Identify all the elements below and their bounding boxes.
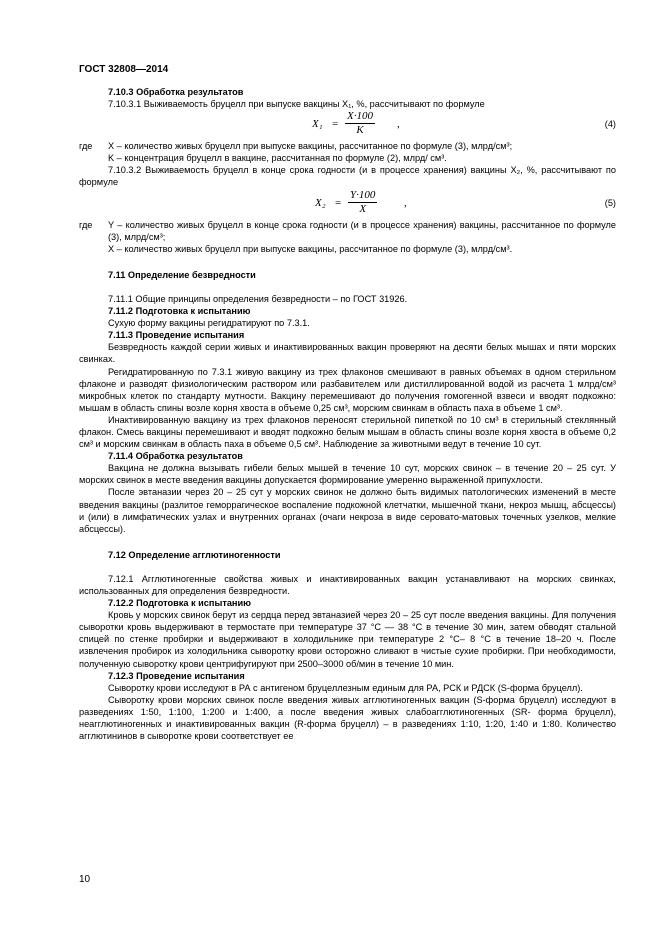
formula-5-denominator: X: [359, 202, 367, 215]
paragraph-7-11-3-b: Регидратированную по 7.3.1 живую вакцину из трех флаконов смешивают в равных объемах в одном стерильном флаконе и разводят физиологическим раствором или разбавителем или дистиллированной водой из расчета 1 млрд/см³ микробных клеток по стандарту мутности. Вакцину перемешивают до получения гомогенной взвеси и вводят подкожно: мышам в область спины возле корня хвоста в объеме 0,25 см³, морским свинкам в область паха в объеме 1 см³.: [79, 366, 616, 413]
paragraph-7-11-4-b: После эвтаназии через 20 – 25 сут у морских свинок не должно быть видимых патологических изменений в месте введения вакцины (разлитое геморрагическое воспаление подкожной клетчатки, мышечной ткани, некроз мышц, абсцессы) и (или) в лимфатических узлах и внутренних органах (очаги некроза в виде серовато-матовых точечных узелков, мелкие абсцессы).: [79, 487, 616, 534]
formula-4-number: (4): [604, 119, 616, 130]
paragraph-7-11-2: Сухую форму вакцины регидратируют по 7.3.1.: [108, 318, 310, 329]
heading-7-12-2: 7.12.2 Подготовка к испытанию: [108, 598, 251, 609]
formula-5-fraction: [348, 189, 377, 216]
heading-7-11: 7.11 Определение безвредности: [108, 269, 256, 280]
formula-5-equals: =: [335, 196, 342, 209]
paragraph-7-12-3-b: Сыворотку крови морских свинок после введения живых агглютиногенных вакцин (S-форма бруцелл) исследуют в разведениях 1:50, 1:100, 1:200 и 1:400, а после введения живых слабоагглютиногенных (SR- форма бруцелл), неагглютиногенных и инактивированных вакцин (R-форма бруцелл) – в разведениях 1:10, 1:20, 1:40 и 1:80. Количество агглютининов в сыворотке крови соответствует ее: [79, 694, 616, 742]
page-number: 10: [79, 874, 91, 885]
paragraph-7-12-3-a: Сыворотку крови исследуют в РА с антигеном бруцеллезным единым для РА, РСК и РДСК (S-форма бруцелл).: [108, 682, 583, 693]
heading-7-12: 7.12 Определение агглютиногенности: [108, 549, 281, 560]
formula-5-comma: ,: [404, 196, 407, 209]
paragraph-7-12-1: 7.12.1 Агглютиногенные свойства живых и инактивированных вакцин устанавливают на морских свинках, использованных для определения безвредности.: [79, 573, 616, 596]
formula-4-comma: ,: [397, 118, 400, 131]
paragraph-7-11-3-c: Инактивированную вакцину из трех флаконов переносят стерильной пипеткой по 10 см³ в стерильный стеклянный флакон. Смесь вакцины перемешивают и вводят подкожно белым мышам в область спины возле корня хвоста в объеме 0,2 см³ и морским свинкам в область паха в объеме 0,5 см³. Наблюдение за животными ведут в течение 10 сут.: [79, 414, 616, 450]
document-header: ГОСТ 32808—2014: [79, 64, 169, 75]
formula-5: [79, 189, 616, 219]
formula-4-numerator: X·100: [347, 110, 373, 123]
where-label: где: [79, 141, 93, 152]
where-item-x-2: X – количество живых бруцелл при выпуске вакцины, рассчитанное по формуле (3), млрд/см³.: [108, 243, 513, 254]
formula-4-equals: =: [332, 118, 339, 131]
heading-7-11-2: 7.11.2 Подготовка к испытанию: [108, 306, 251, 317]
where-item-y: Y – количество живых бруцелл в конце срока годности (и в процессе хранения) вакцины, рассчитанное по формуле (3), млрд/см³;: [108, 219, 616, 242]
paragraph-7-11-3-a: Безвредность каждой серии живых и инактивированных вакцин проверяют на десяти белых мышах и пяти морских свинках.: [79, 342, 616, 365]
where-block-2: [79, 219, 616, 243]
where-label-2: где: [79, 219, 93, 230]
paragraph-7-11-4-a: Вакцина не должна вызывать гибели белых мышей в течение 10 сут, морских свинок – в течение 20 – 25 сут. У морских свинок в месте введения вакцины допускается формирование умеренно выраженной припухлости.: [79, 463, 616, 486]
heading-7-10-3: 7.10.3 Обработка результатов: [108, 87, 244, 97]
heading-7-11-4: 7.11.4 Обработка результатов: [108, 451, 243, 462]
formula-5-number: (5): [604, 197, 616, 208]
formula-4-lhs: X₁: [312, 118, 323, 131]
heading-7-12-3: 7.12.3 Проведение испытания: [108, 670, 245, 681]
heading-7-11-3: 7.11.3 Проведение испытания: [108, 330, 245, 341]
formula-4-denominator: K: [356, 124, 364, 137]
formula-4: [79, 110, 616, 140]
paragraph-7-11-1: 7.11.1 Общие принципы определения безвредности – по ГОСТ 31926.: [108, 293, 408, 304]
paragraph-7-10-3-2: 7.10.3.2 Выживаемость бруцелл в конце срока годности (и в процессе хранения) вакцины X₂, %, рассчитывают по формуле: [79, 165, 616, 188]
where-item-x: X – количество живых бруцелл при выпуске вакцины, рассчитанное по формуле (3), млрд/см³;: [108, 141, 513, 152]
content-column: [79, 86, 616, 742]
formula-5-numerator: Y·100: [350, 188, 376, 201]
formula-5-lhs: X₂: [315, 196, 326, 209]
paragraph-7-12-2: Кровь у морских свинок берут из сердца перед эвтаназией через 20 – 25 сут после введения вакцины. Для получения сыворотки кровь выдерживают в термостате при температуре 37 °С — 38 °С в течение 30 мин, затем обводят стальной спицей по стенке пробирки и выдерживают в холодильнике при температуре 2 °С– 8 °С в течение 18–20 ч. После извлечения пробирок из холодильника сыворотку крови осторожно сливают в чистые сухие пробирки. При необходимости, полученную сыворотку крови центрифугируют при 2500–3000 об/мин в течение 10 мин.: [79, 610, 616, 669]
formula-4-fraction: [345, 110, 375, 137]
paragraph-7-10-3-1: 7.10.3.1 Выживаемость бруцелл при выпуске вакцины X₁, %, рассчитывают по формуле: [108, 99, 485, 110]
where-block-1: [79, 140, 616, 152]
where-item-k: K – концентрация бруцелл в вакцине, рассчитанная по формуле (2), млрд/ см³.: [108, 153, 447, 164]
